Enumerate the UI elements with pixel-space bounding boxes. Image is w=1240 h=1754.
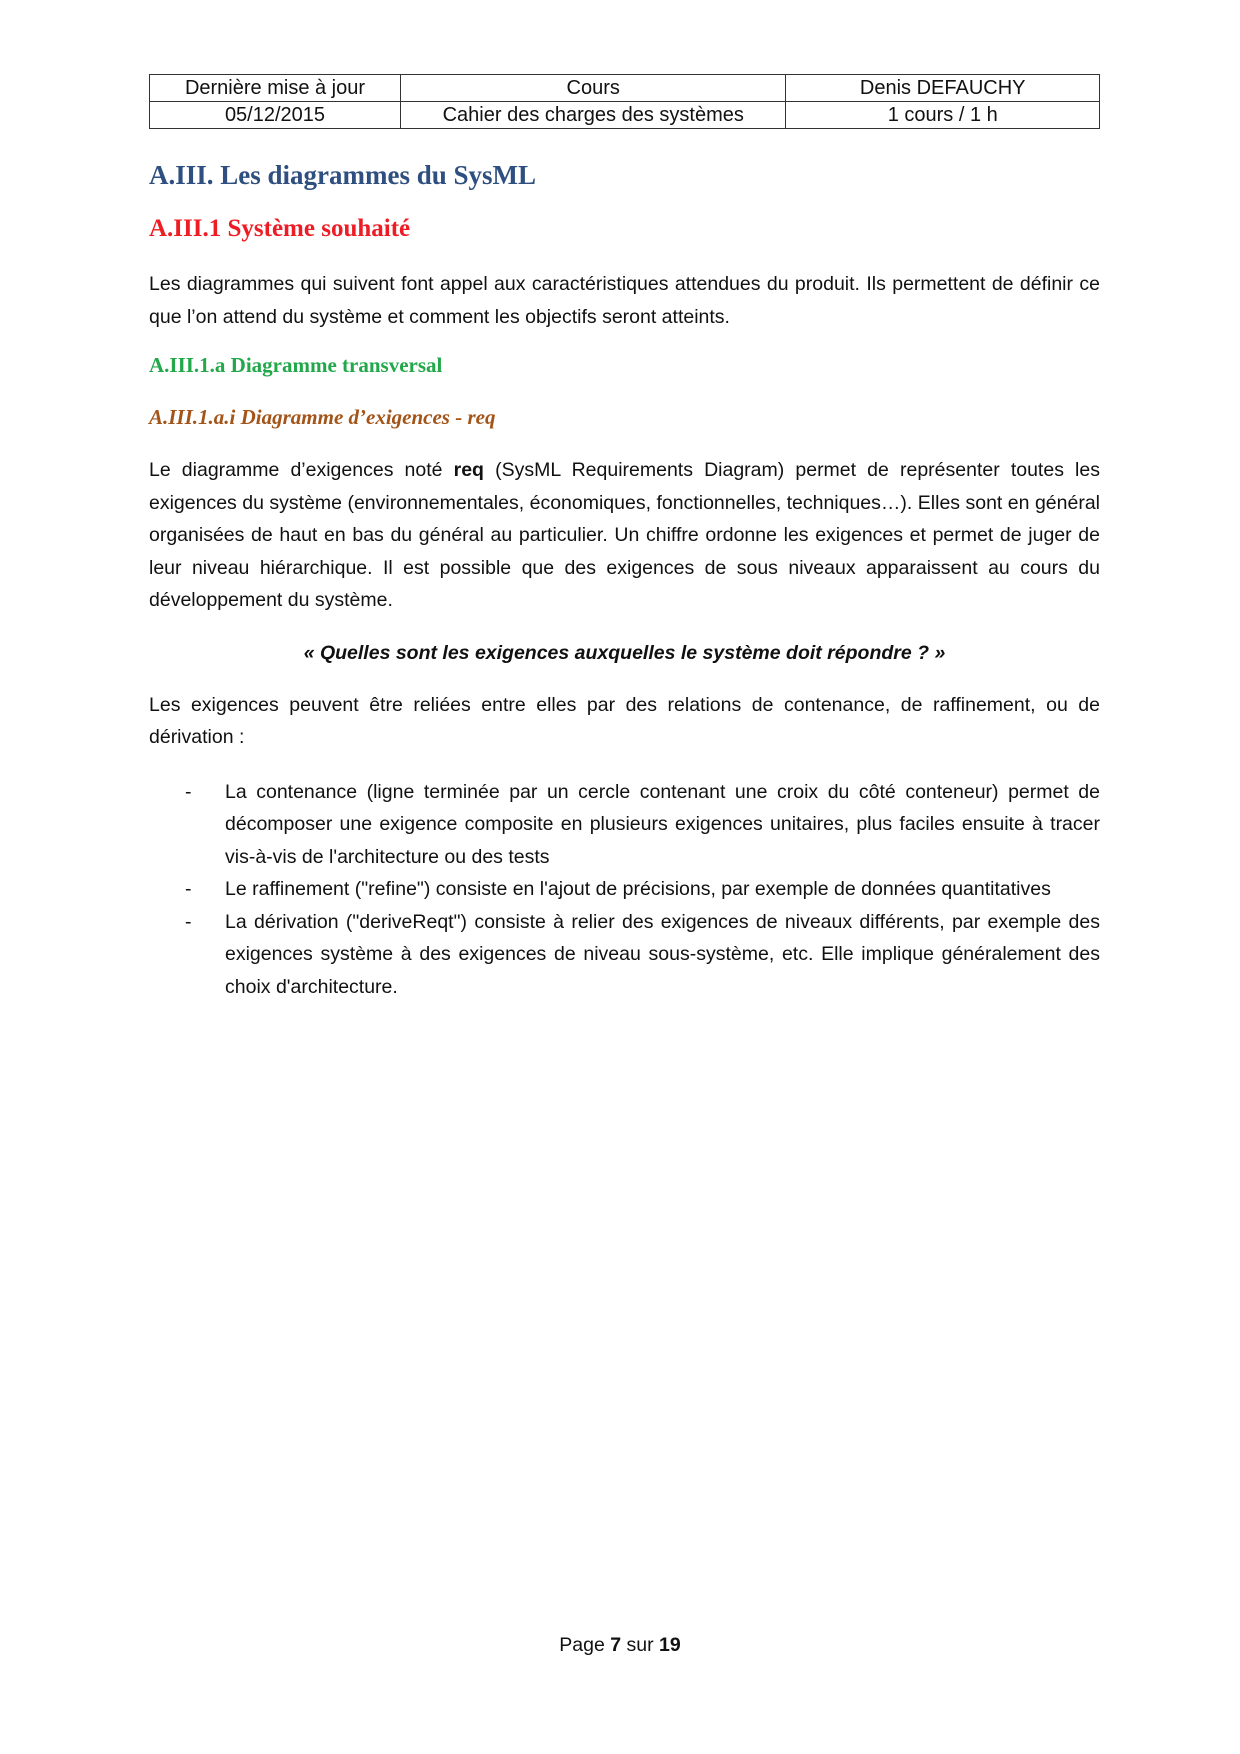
total-pages-number: 19 bbox=[659, 1634, 681, 1656]
requirements-paragraph bbox=[149, 454, 1100, 617]
list-item-text: Le raffinement ("refine") consiste en l'ajout de précisions, par exemple de données quantitatives bbox=[225, 878, 1051, 900]
header-row bbox=[150, 75, 1100, 102]
footer-prefix: Page bbox=[559, 1634, 611, 1656]
requirements-text-rest: (SysML Requirements Diagram) permet de représenter toutes les exigences du système (environnementales, économiques, fonctionnelles, techniques…). Elles sont en général organisées de haut en bas du général au particulier. Un chiffre ordonne les exigences et permet de juger de leur niveau hiérarchique. Il est possible que des exigences de sous niveaux apparaissent au cours du développement du système. bbox=[149, 459, 1100, 611]
subsection-heading: A.III.1 Système souhaité bbox=[149, 215, 411, 242]
relations-list bbox=[149, 776, 1100, 1004]
relations-paragraph: Les exigences peuvent être reliées entre elles par des relations de contenance, de raffinement, ou de dérivation : bbox=[149, 693, 1100, 748]
bullet-dash: - bbox=[185, 878, 192, 900]
header-row bbox=[150, 102, 1100, 129]
subsubsection-heading: A.III.1.a Diagramme transversal bbox=[149, 353, 443, 377]
footer-middle: sur bbox=[621, 1634, 660, 1656]
section-heading: A.III. Les diagrammes du SysML bbox=[149, 160, 537, 190]
list-item bbox=[149, 873, 1100, 906]
header-cell-author: Denis DEFAUCHY bbox=[786, 75, 1100, 102]
req-keyword: req bbox=[453, 459, 484, 481]
intro-paragraph: Les diagrammes qui suivent font appel aux caractéristiques attendues du produit. Ils permettent de définir ce que l’on attend du système et comment les objectifs seront atteints. bbox=[149, 273, 1100, 328]
bullet-dash: - bbox=[185, 780, 192, 803]
current-page-number: 7 bbox=[610, 1634, 622, 1656]
list-item-text: La contenance (ligne terminée par un cercle contenant une croix du côté conteneur) permet de décomposer une exigence composite en plusieurs exigences unitaires, plus faciles ensuite à tracer vis-à-vis de l'architecture ou des tests bbox=[225, 780, 1100, 868]
list-item bbox=[149, 776, 1100, 874]
bullet-dash: - bbox=[185, 910, 192, 933]
requirements-text-start: Le diagramme d’exigences noté bbox=[149, 459, 454, 481]
page-footer bbox=[0, 1632, 1240, 1658]
header-cell-duration: 1 cours / 1 h bbox=[786, 102, 1100, 129]
header-cell-course-title: Cahier des charges des systèmes bbox=[401, 102, 786, 129]
key-question: « Quelles sont les exigences auxquelles le système doit répondre ? » bbox=[303, 641, 946, 664]
list-item-text: La dérivation ("deriveReqt") consiste à relier des exigences de niveaux différents, par exemple des exigences système à des exigences de niveau sous-système, etc. Elle implique généralement des choix d'architecture. bbox=[225, 910, 1100, 998]
header-cell-date: 05/12/2015 bbox=[150, 102, 401, 129]
header-cell-type-label: Cours bbox=[401, 75, 786, 102]
header-cell-last-update-label: Dernière mise à jour bbox=[150, 75, 401, 102]
list-item bbox=[149, 906, 1100, 1004]
document-page bbox=[149, 74, 1100, 1003]
item-heading: A.III.1.a.i Diagramme d’exigences - req bbox=[149, 405, 496, 429]
header-table bbox=[149, 74, 1100, 129]
